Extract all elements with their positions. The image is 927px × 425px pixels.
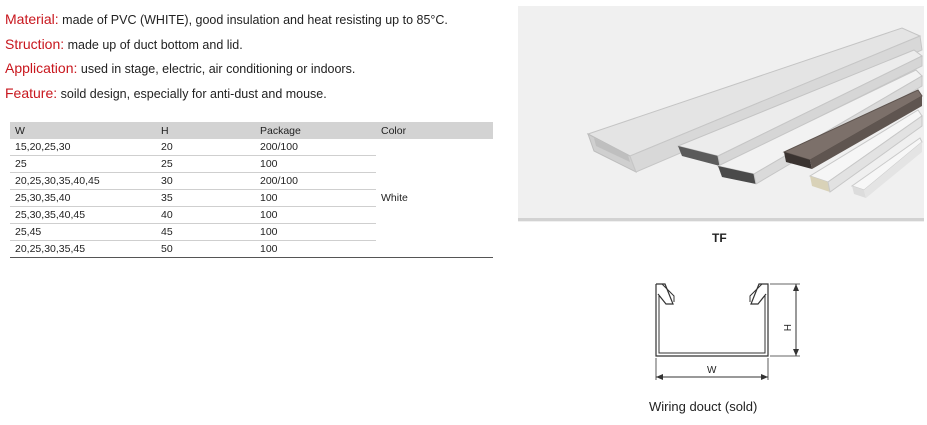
cell-h: 45 — [156, 224, 255, 241]
cell-h: 35 — [156, 190, 255, 207]
duct-inner-wall — [659, 296, 765, 353]
cell-h: 40 — [156, 207, 255, 224]
photo-caption: TF — [712, 231, 727, 245]
cell-package: 100 — [255, 241, 376, 258]
header-w: W — [15, 124, 25, 137]
cell-w: 25 — [10, 156, 156, 173]
duct-profile-drawing — [648, 276, 808, 386]
cell-w: 25,30,35,40 — [10, 190, 156, 207]
spec-text: made up of duct bottom and lid. — [64, 37, 243, 52]
spec-text: soild design, especially for anti-dust and mouse. — [57, 86, 327, 101]
table-row — [10, 139, 493, 156]
size-table — [10, 122, 493, 258]
product-specifications — [5, 8, 505, 106]
cell-w: 20,25,30,35,45 — [10, 241, 156, 258]
arrow-down-icon — [793, 349, 799, 356]
cell-package: 200/100 — [255, 173, 376, 190]
cell-package: 200/100 — [255, 139, 376, 156]
spec-text: used in stage, electric, air conditioning or indoors. — [77, 62, 356, 76]
spec-struction — [5, 33, 505, 58]
spec-label: Material: — [5, 11, 59, 27]
arrow-right-icon — [761, 374, 768, 380]
cell-package: 100 — [255, 224, 376, 241]
cell-h: 30 — [156, 173, 255, 190]
cell-w: 25,45 — [10, 224, 156, 241]
cell-h: 20 — [156, 139, 255, 156]
header-color: Color — [381, 124, 407, 137]
cell-w: 25,30,35,40,45 — [10, 207, 156, 224]
header-package: Package — [260, 124, 301, 137]
cell-package: 100 — [255, 156, 376, 173]
cell-package: 100 — [255, 190, 376, 207]
product-photo — [518, 6, 924, 222]
header-h: H — [161, 124, 169, 137]
arrow-up-icon — [793, 284, 799, 291]
spec-application — [5, 57, 505, 82]
cell-h: 25 — [156, 156, 255, 173]
cell-w: 15,20,25,30 — [10, 139, 156, 156]
cell-h: 50 — [156, 241, 255, 258]
duct-lid — [662, 284, 762, 302]
diagram-caption: Wiring douct (sold) — [649, 399, 758, 414]
spec-text: made of PVC (WHITE), good insulation and heat resisting up to 85°C. — [58, 13, 448, 27]
spec-material — [5, 8, 505, 33]
cell-w: 20,25,30,35,40,45 — [10, 173, 156, 190]
duct-photo-illustration — [518, 6, 924, 222]
table-header-row — [10, 122, 493, 139]
cell-package: 100 — [255, 207, 376, 224]
cell-color: White — [376, 139, 493, 258]
width-label: W — [707, 365, 717, 376]
photo-bottom-bar — [518, 218, 924, 221]
cross-section-diagram — [648, 276, 808, 386]
spec-label: Feature: — [5, 84, 58, 101]
height-label: H — [781, 324, 792, 332]
spec-label: Struction: — [5, 35, 65, 52]
spec-label: Application: — [5, 60, 78, 76]
arrow-left-icon — [656, 374, 663, 380]
spec-feature — [5, 82, 505, 107]
